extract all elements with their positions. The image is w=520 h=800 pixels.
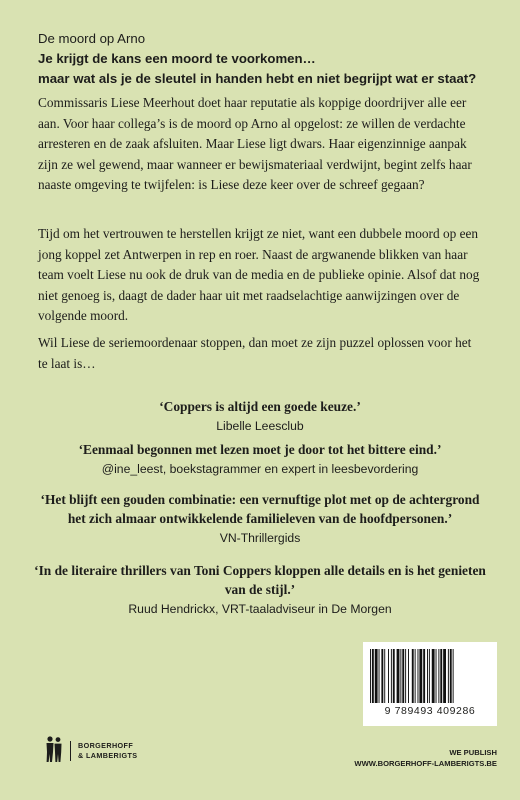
- barcode-bar: [427, 649, 428, 703]
- barcode-bar: [419, 649, 422, 703]
- barcode-bar: [397, 649, 400, 703]
- barcode-bar: [418, 649, 419, 703]
- barcode-bar: [388, 649, 389, 703]
- barcode-bar: [436, 649, 437, 703]
- tagline-line-2: maar wat als je de sleutel in handen hebt en niet begrijpt wat er staat?: [38, 71, 477, 86]
- quote-text: ‘In de literaire thrillers van Toni Coppers kloppen alle details en is het genieten van de stijl.’: [34, 563, 486, 597]
- barcode-bar: [450, 649, 452, 703]
- review-quote-4: [30, 561, 490, 618]
- publisher-slogan: WE PUBLISH: [449, 748, 497, 757]
- blurb-paragraph-1: Commissaris Liese Meerhout doet haar reputatie als koppige doordrijver alle eer aan. Voor haar collega’s is de moord op Arno al opgelost: ze willen de verdachte arresteren en de zaak afsluiten. Maar Liese ligt dwars. Haar eigenzinnige aanpak zijn ze wel gewend, maar wanneer er bewijsmateriaal verdwijnt, begint zelfs haar naaste omgeving te twijfelen: is Liese deze keer over de schreef gegaan?: [38, 95, 472, 193]
- isbn-number: 9 789493 409286: [384, 705, 476, 717]
- publisher-website: WWW.BORGERHOFF-LAMBERIGTS.BE: [354, 759, 497, 768]
- back-cover-header: [38, 29, 498, 89]
- publisher-info: [354, 747, 497, 769]
- quote-text: ‘Het blijft een gouden combinatie: een vernuftige plot met op de achtergrond het zich almaar ontwikkelende familieleven van de hoofdpersonen.’: [40, 492, 480, 526]
- barcode-bar: [379, 649, 380, 703]
- quote-source: Libelle Leesclub: [216, 419, 304, 433]
- barcode-bar: [391, 649, 392, 703]
- barcode-bar: [423, 649, 425, 703]
- barcode-bar: [400, 649, 401, 703]
- review-quote-2: [30, 440, 490, 478]
- publisher-logo-icon: [44, 735, 64, 763]
- barcode-bar: [372, 649, 374, 703]
- barcode-bar: [453, 649, 454, 703]
- publisher-name-line-2: & LAMBERIGTS: [78, 751, 138, 760]
- barcode-bar: [405, 649, 406, 703]
- review-quote-1: [30, 397, 490, 435]
- barcode-bar: [432, 649, 435, 703]
- barcode-bar: [412, 649, 414, 703]
- barcode-bar: [393, 649, 395, 703]
- barcode-bar: [440, 649, 442, 703]
- quote-source: Ruud Hendrickx, VRT-taaladviseur in De Morgen: [128, 602, 392, 616]
- blurb-paragraph-3: Wil Liese de seriemoordenaar stoppen, dan moet ze zijn puzzel oplossen voor het te laat is…: [38, 335, 472, 371]
- publisher-name: [70, 741, 138, 761]
- barcode-bar: [415, 649, 416, 703]
- barcode-bar: [370, 649, 371, 703]
- barcode-bar: [429, 649, 430, 703]
- tagline-line-1: Je krijgt de kans een moord te voorkomen…: [38, 51, 316, 66]
- quote-source: @ine_leest, boekstagrammer en expert in leesbevordering: [101, 462, 419, 476]
- barcode-bar: [448, 649, 449, 703]
- quote-text: ‘Coppers is altijd een goede keuze.’: [159, 399, 361, 414]
- blurb-paragraph-2: Tijd om het vertrouwen te herstellen krijgt ze niet, want een dubbele moord op een jong koppel zet Antwerpen in rep en roer. Naast de argwanende blikken van haar team voelt Liese nu ook de druk van de media en de publieke opinie. Alsof dat nog niet genoeg is, daagt de dader haar uit met raadselachtige aanwijzingen over de volgende moord.: [38, 226, 480, 324]
- barcode-bar: [438, 649, 439, 703]
- barcode: [363, 642, 497, 726]
- barcode-bar: [381, 649, 383, 703]
- quote-source: VN-Thrillergids: [219, 531, 301, 545]
- barcode-bar: [443, 649, 446, 703]
- review-quote-3: [30, 490, 490, 547]
- quote-text: ‘Eenmaal begonnen met lezen moet je door tot het bittere eind.’: [78, 442, 442, 457]
- barcode-bar: [402, 649, 404, 703]
- barcode-bar: [384, 649, 385, 703]
- barcode-bars: [370, 649, 490, 705]
- publisher-name-line-1: BORGERHOFF: [78, 741, 134, 750]
- barcode-bar: [408, 649, 409, 703]
- barcode-bar: [375, 649, 378, 703]
- book-title: De moord op Arno: [38, 31, 146, 46]
